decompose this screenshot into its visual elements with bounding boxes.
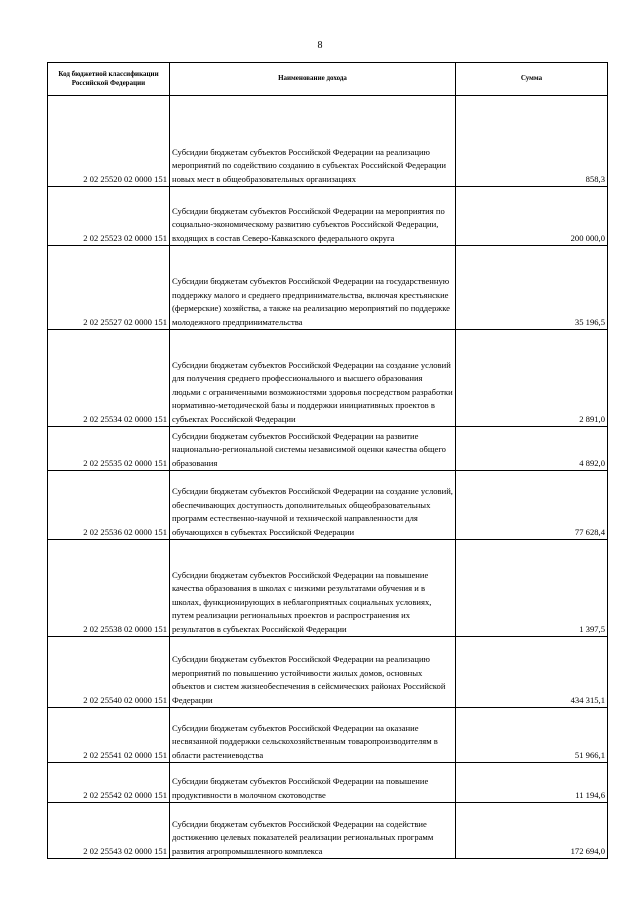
- header-code: Код бюджетной классификации Российской Федерации: [48, 63, 170, 96]
- row-name: Субсидии бюджетам субъектов Российской Федерации на реализацию мероприятий по повышению устойчивости жилых домов, основных объектов и систем жизнеобеспечения в сейсмических районах Российской Федерации: [170, 637, 456, 708]
- row-code: 2 02 25527 02 0000 151: [48, 246, 170, 330]
- row-name: Субсидии бюджетам субъектов Российской Федерации на содействие достижению целевых показателей реализации региональных программ развития агропромышленного комплекса: [170, 803, 456, 859]
- row-sum: 434 315,1: [456, 637, 608, 708]
- row-name: Субсидии бюджетам субъектов Российской Федерации на реализацию мероприятий по содействию созданию в субъектах Российской Федерации новых мест в общеобразовательных организациях: [170, 96, 456, 187]
- row-code: 2 02 25538 02 0000 151: [48, 540, 170, 637]
- row-name: Субсидии бюджетам субъектов Российской Федерации на создание условий для получения среднего профессионального и высшего образования людьми с ограниченными возможностями здоровья посредством разработки нормативно-методической базы и поддержки инициативных проектов в субъектах Российской Федерации: [170, 330, 456, 427]
- row-code: 2 02 25542 02 0000 151: [48, 763, 170, 803]
- table-row: [48, 708, 608, 763]
- table-row: [48, 471, 608, 540]
- row-name: Субсидии бюджетам субъектов Российской Федерации на развитие национально-региональной системы независимой оценки качества общего образования: [170, 427, 456, 471]
- row-name: Субсидии бюджетам субъектов Российской Федерации на мероприятия по социально-экономическому развитию субъектов Российской Федерации, входящих в состав Северо-Кавказского федерального округа: [170, 187, 456, 246]
- row-code: 2 02 25543 02 0000 151: [48, 803, 170, 859]
- row-code: 2 02 25523 02 0000 151: [48, 187, 170, 246]
- table-header-row: [48, 63, 608, 96]
- row-name: Субсидии бюджетам субъектов Российской Федерации на повышение качества образования в школах с низкими результатами обучения и в школах, функционирующих в неблагоприятных социальных условиях, путем реализации региональных проектов и распространения их результатов в субъектах Российской Федерации: [170, 540, 456, 637]
- page-number: 8: [317, 40, 323, 51]
- row-code: 2 02 25541 02 0000 151: [48, 708, 170, 763]
- row-code: 2 02 25535 02 0000 151: [48, 427, 170, 471]
- row-name: Субсидии бюджетам субъектов Российской Федерации на создание условий, обеспечивающих доступность дополнительных общеобразовательных программ естественно-научной и технической направленности для обучающихся в субъектах Российской Федерации: [170, 471, 456, 540]
- table-row: [48, 763, 608, 803]
- row-name: Субсидии бюджетам субъектов Российской Федерации на повышение продуктивности в молочном скотоводстве: [170, 763, 456, 803]
- table-row: [48, 187, 608, 246]
- row-code: 2 02 25520 02 0000 151: [48, 96, 170, 187]
- header-name: Наименование дохода: [170, 63, 456, 96]
- row-sum: 35 196,5: [456, 246, 608, 330]
- row-code: 2 02 25540 02 0000 151: [48, 637, 170, 708]
- row-sum: 51 966,1: [456, 708, 608, 763]
- row-code: 2 02 25534 02 0000 151: [48, 330, 170, 427]
- table-row: [48, 540, 608, 637]
- row-code: 2 02 25536 02 0000 151: [48, 471, 170, 540]
- table-row: [48, 803, 608, 859]
- table-row: [48, 427, 608, 471]
- table-row: [48, 246, 608, 330]
- header-sum: Сумма: [456, 63, 608, 96]
- row-sum: 77 628,4: [456, 471, 608, 540]
- row-sum: 858,3: [456, 96, 608, 187]
- revenue-table: [47, 62, 608, 859]
- row-name: Субсидии бюджетам субъектов Российской Федерации на оказание несвязанной поддержки сельскохозяйственным товаропроизводителям в области растениеводства: [170, 708, 456, 763]
- row-sum: 172 694,0: [456, 803, 608, 859]
- row-sum: 11 194,6: [456, 763, 608, 803]
- row-sum: 2 891,0: [456, 330, 608, 427]
- row-sum: 1 397,5: [456, 540, 608, 637]
- row-name: Субсидии бюджетам субъектов Российской Федерации на государственную поддержку малого и среднего предпринимательства, включая крестьянские (фермерские) хозяйства, а также на реализацию мероприятий по поддержке молодежного предпринимательства: [170, 246, 456, 330]
- table-row: [48, 637, 608, 708]
- row-sum: 200 000,0: [456, 187, 608, 246]
- table-row: [48, 96, 608, 187]
- table-row: [48, 330, 608, 427]
- row-sum: 4 892,0: [456, 427, 608, 471]
